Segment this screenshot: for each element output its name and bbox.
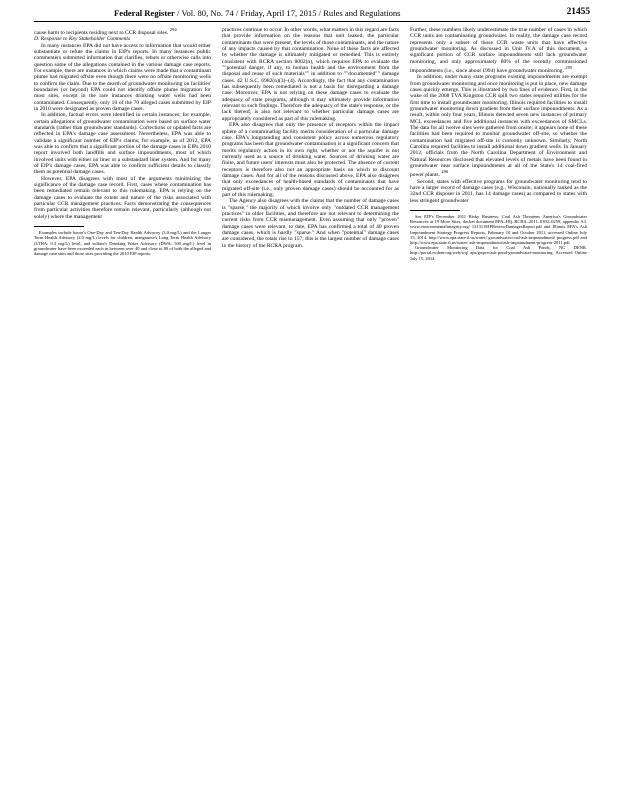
page-number: 21455 bbox=[566, 7, 590, 17]
footnote-ref: 294 bbox=[169, 27, 177, 32]
footnote-ref: 296 bbox=[441, 169, 449, 175]
issue-info: / Vol. 80, No. 74 / Friday, April 17, 2015 / Rules and Regulations bbox=[177, 8, 401, 18]
paragraph: Second, states with effective programs for groundwater monitoring tend to have a larger record of damage cases (e.g., Wisconsin, nationally ranked as the 32nd CCR disposer in 2011, has 14 damage cases) as compared to states with less stringent groundwater bbox=[410, 178, 587, 204]
paragraph-text: In addition, under many state programs existing impoundments are exempt from groundwater monitoring and once monitoring is put in place, new damage cases quickly emerge. This is illustrated by two lines of evidence. First, in the wake of the 2008 TVA Kingston CCR spill two states required utilities for the first time to install groundwater monitoring. Illinois required facilities to install groundwater monitoring down gradient from their surface impoundments. As a result, within only four years, Illinois detected seven new instances of primary MCL exceedances and five additional instances with exceedances of SMCLs. The data for all twelve sites were gathered from onsite; it appears none of these facilities had been required to monitor groundwater off-site, so whether the contamination had migrated off-site is currently unknown. Similarly, North Carolina required facilities to install additional down gradient wells. In January 2012, officials from the North Carolina Department of Environment and Natural Resources disclosed that elevated levels of metals have been found in groundwater near surface impoundments at all of the State's 14 coal-fired power plants. bbox=[410, 74, 587, 179]
footnote-divider bbox=[410, 210, 460, 211]
paragraph bbox=[410, 74, 587, 178]
column-2 bbox=[222, 27, 399, 249]
paragraph: However, EPA disagrees with most of the arguments minimizing the significance of the damage case record. First, cases where contamination has been remediated remain relevant to this rulemaking. EPA is relying on the damage cases to evaluate the extent and nature of the risks associated with particular CCR management practices. Facts demonstrating the consequences from particular activities therefore remain relevant, particularly (although not solely) where the management bbox=[34, 175, 211, 220]
footnotes bbox=[34, 230, 211, 256]
footnote: Groundwater Monitoring Data for Coal Ash Ponds, NC DENR. http://portal.ncdenr.org/web/wq/ aps/gwpro/ash-pond-groundwater-monitoring. Accessed Online July 15, 2014. bbox=[410, 245, 587, 261]
paragraph: EPA also disagrees that only the presence of receptors within the impact sphere of a contaminating facility merits consideration of a particular damage case. EPA's longstanding and consistent policy across numerous regulatory programs has been that groundwater contamination is a significant concern that merits regulatory action in its own right, whether or not the aquifer is not currently used as a source of drinking water. Sources of drinking water are finite, and future users' interests must also be protected. The absence of current receptors is therefore also not an appropriate basis on which to discount damage cases. And for all of the reasons discussed above, EPA also disagrees that only exceedances of health-based standards of contaminants that have migrated off-site (i.e., only proven damage cases) should be accounted for as part of this rulemaking. bbox=[222, 122, 399, 198]
column-1 bbox=[34, 27, 211, 256]
section-heading: D. Response to Key Stakeholder Comments bbox=[34, 36, 131, 43]
footnote: See EIP's December 2011 Risky Business: Coal Ash Threatens America's Groundwater Resources at 19 More Sites, docket document EPA–HQ–RCRA–2011–0392–0259, appendix A3. www.environmentalintegrity.org/ 121311EIPReviewDamagesReport.pdf and Illinois EPA's Ash Impoundment Strategy Progress Reports, February 10 and October 2011, accessed Online July 15, 2014. http://www.epa.state.il.us/water/ groundwater/coal-ash-impoundment/ progress.pdf and http://www.epa.state.il.us/water/ ash-impoundment/ash-impoundment-progress-2011.pdf bbox=[410, 213, 587, 245]
footnote-divider bbox=[34, 226, 84, 227]
paragraph bbox=[34, 27, 211, 36]
footnote-ref: 295 bbox=[565, 65, 573, 71]
paragraph: In many instances EPA did not have access to information that would either substantiate or refute the claims in EIP's reports. In many instances public commenters submitted information that clarifies, rebuts or otherwise calls into question some of the allegations contained in the various damage case reports. For example, there are instances in which claims were made that a contaminant plume had migrated offsite even though there were no offsite monitoring wells to confirm the claim. Due to the dearth of groundwater monitoring on facilities' boundaries (or beyond) EPA could not identify offsite plume migration for most sites, except in the rare instances drinking water wells had been contaminated. Consequently, only 10 of the 70 alleged cases submitted by EIP in 2010 were designated as proven damage cases. bbox=[34, 42, 211, 112]
journal-name: Federal Register bbox=[114, 8, 175, 18]
paragraph-text: Further, these numbers likely underestimate the true number of cases in which CCR units are contaminating groundwater. In reality, the damage case record represents only a subset of those CCR waste units that have effective groundwater monitoring. As discussed in Unit IV.A of this document, a significant portion of CCR surface impoundments still lack groundwater monitoring, and only approximately 80% of the recently commissioned impoundments (i.e., since about 1994) have groundwater monitoring. bbox=[410, 27, 587, 74]
paragraph: In addition, factual errors were identified in certain instances; for example, certain allegations of groundwater contamination were based on surface water standards (rather than groundwater standards). Corrections or updated facts are reflected in EPA's damage case assessment. Nevertheless, EPA was able to validate a significant number of EIP's claims; for example, as of 2012, EPA was able to confirm that a significant portion of the damage cases in EIPs 2010 report involved both landfills and surface impoundments, most of which involved units with either no liner or a substandard liner system. And for many of EIP's damage cases, EPA was able to confirm sufficient details to classify them as potential damage cases. bbox=[34, 112, 211, 176]
paragraph: The Agency also disagrees with the claims that the number of damage cases is "sparse," the majority of which involve only "outdated CCR management practices" in older facilities, and therefore are not relevant to determining the current risks from CCR mismanagement. Even assuming that only "proven" damage cases were relevant, to date, EPA has confirmed a total of 40 proven damage cases, which is hardly "sparse." And when "potential" damage cases are considered, the totals rise to 157; this is the largest number of damage cases in the history of the RCRA program. bbox=[222, 198, 399, 249]
page-header bbox=[34, 7, 590, 22]
paragraph: practices continue to occur. In other words, what matters in this regard are facts that provide information on the reasons that unit leaked, the particular contaminants that were present, the levels of those contaminants, and the nature of any impacts caused by that contamination. None of these facts are affected by whether the damage is ultimately mitigated or remedied. This is entirely consistent with RCRA section 8002(n), which requires EPA to evaluate the ""potential danger, if any, to human health and the environment from the disposal and reuse of such materials"" in addition to ""documented"" damage cases. 42 U.S.C. 6982(n)(3)–(4). Accordingly, the fact that any contamination has subsequently been remediated is not a basis for disregarding a damage case. Moreover, EPA is not relying on these damage cases to evaluate the adequacy of state programs, although it may ultimately provide information relevant to such findings. Therefore the adequacy of the state's response, or the lack thereof, is also not relevant to whether particular damage cases are appropriately considered as part of this rulemaking. bbox=[222, 27, 399, 122]
paragraph-text: cause harm to recipients residing next to CCR disposal sites. bbox=[34, 29, 169, 36]
footnote: Examples include boron's One-Day and Ten-Day Health Advisory (3.0 mg/L) and the Longer Term Health Advisory (2.0 mg/L) levels for children, manganese's Long Term Health Advisory (LTHA: 0.3 mg/L) level, and sulfate's Drinking Water Advisory (DWA: 500 mg/L) level in groundwater have been exceeded each in between over 40 and close to 80 of both the alleged and damage case sites and those sites providing the 2010 EIP reports. bbox=[34, 230, 211, 256]
footnotes bbox=[410, 214, 587, 261]
header-citation bbox=[114, 8, 401, 18]
paragraph bbox=[410, 27, 587, 74]
column-3 bbox=[410, 27, 587, 261]
